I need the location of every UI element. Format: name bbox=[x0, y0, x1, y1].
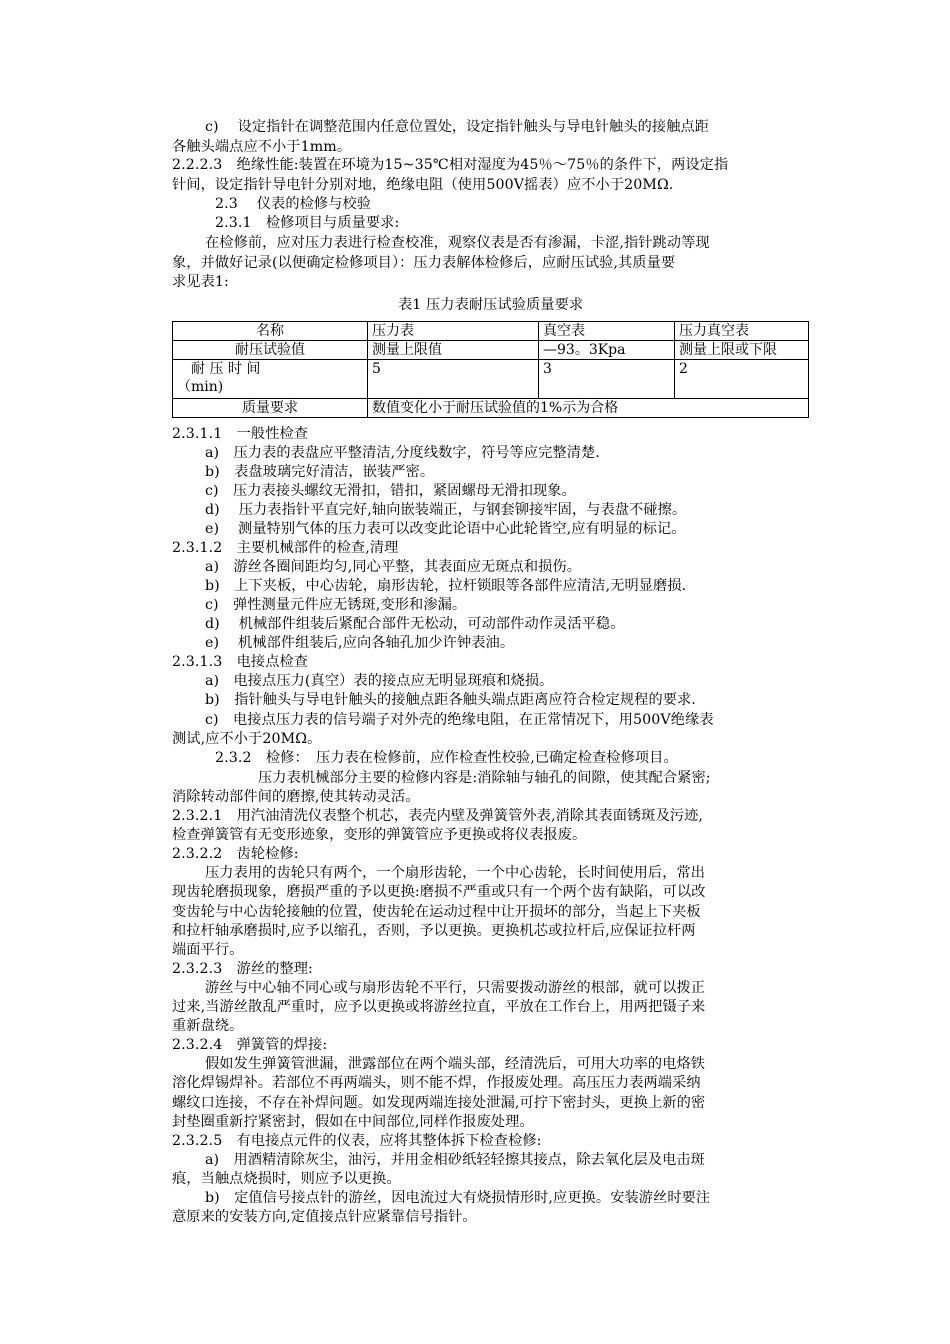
table-cell: 数值变化小于耐压试验值的1%示为合格 bbox=[368, 399, 809, 418]
quality-table bbox=[172, 321, 809, 418]
list-item: a) 游丝各圈间距均匀,同心平整，其表面应无斑点和损伤。 bbox=[205, 559, 581, 575]
text-line: 假如发生弹簧管泄漏，泄露部位在两个端头部，经清洗后，可用大功率的电烙铁 bbox=[205, 1056, 706, 1072]
list-item: e) 机械部件组装后,应向各轴孔加少许钟表油。 bbox=[205, 635, 515, 651]
table-row bbox=[173, 360, 809, 399]
table-cell: 5 bbox=[368, 360, 539, 399]
section-heading: 2.3.1.2 主要机械部件的检查,清理 bbox=[172, 540, 399, 556]
text-line: 游丝与中心轴不同心或与扇形齿轮不平行，只需要拨动游丝的根部，就可以拨正 bbox=[205, 980, 706, 996]
list-item: c) 压力表接头螺纹无滑扣，错扣，紧固螺母无滑扣现象。 bbox=[205, 483, 576, 499]
text-line: c) 设定指针在调整范围内任意位置处，设定指针触头与导电针触头的接触点距 bbox=[205, 119, 710, 135]
text-line: 和拉杆轴承磨损时,应予以缩孔，否则，予以更换。更换机芯或拉杆后,应保证拉杆两 bbox=[172, 923, 696, 939]
table-row bbox=[173, 399, 809, 418]
table-cell: 耐压试验值 bbox=[173, 341, 368, 360]
text-line: 意原来的安装方向,定值接点针应紧靠信号指针。 bbox=[172, 1209, 477, 1225]
list-item: b) 上下夹板，中心齿轮，扇形齿轮，拉杆锁眼等各部件应清洁,无明显磨损. bbox=[205, 578, 687, 594]
text-line: 重新盘绕。 bbox=[172, 1018, 244, 1034]
text-line: 端面平行。 bbox=[172, 942, 244, 958]
table-cell-line: （min) bbox=[177, 379, 224, 395]
section-heading: 2.2.2.3 绝缘性能:装置在环境为15~35℃相对湿度为45％～75％的条件下，两设定指 bbox=[172, 157, 729, 173]
text-line: 消除转动部件间的磨擦,使其转动灵活。 bbox=[172, 789, 420, 805]
section-heading: 2.3.2.5 有电接点元件的仪表，应将其整体拆下检查检修: bbox=[172, 1133, 542, 1149]
section-heading: 2.3 仪表的检修与校验 bbox=[215, 196, 372, 212]
text-line: 痕，当触点烧损时，则应予以更换。 bbox=[172, 1171, 401, 1187]
text-line: 求见表1: bbox=[172, 274, 229, 290]
list-item: a) 电接点压力(真空）表的接点应无明显斑痕和烧损。 bbox=[205, 673, 554, 689]
text-line: 螺纹口连接，不存在补焊问题。如发现两端连接处泄漏,可拧下密封头，更换上新的密 bbox=[172, 1095, 706, 1111]
text-line: 各触头端点应不小于1mm。 bbox=[172, 139, 352, 155]
section-heading: 2.3.2.2 齿轮检修: bbox=[172, 846, 299, 862]
text-line: 象，并做好记录(以便确定检修项目）：压力表解体检修后，应耐压试验,其质量要 bbox=[172, 255, 676, 271]
text-line: 封垫圈重新拧紧密封，假如在中间部位,同样作报废处理。 bbox=[172, 1114, 534, 1130]
section-heading: 2.3.2 检修： 压力表在检修前，应作检查性校验,已确定检查检修项目。 bbox=[215, 750, 678, 766]
table-cell: 2 bbox=[675, 360, 809, 399]
table-header-cell: 压力真空表 bbox=[675, 322, 809, 341]
section-heading: 2.3.1.1 一般性检查 bbox=[172, 426, 309, 442]
section-heading: 2.3.2.1 用汽油清洗仪表整个机芯，表壳内壁及弹簧管外表,消除其表面锈斑及污迹, bbox=[172, 808, 704, 824]
section-heading: 2.3.2.4 弹簧管的焊接: bbox=[172, 1037, 328, 1053]
text-line: 压力表用的齿轮只有两个，一个扇形齿轮，一个中心齿轮，长时间使用后，常出 bbox=[205, 865, 706, 881]
list-item: b) 指针触头与导电针触头的接触点距各触头端点距离应符合检定规程的要求. bbox=[205, 692, 696, 708]
text-line: 过来,当游丝散乱严重时，应予以更换或将游丝拉直，平放在工作台上，用两把镊子来 bbox=[172, 999, 706, 1015]
text-line: 变齿轮与中心齿轮接触的位置，使齿轮在运动过程中让开损坏的部分，当起上下夹板 bbox=[172, 904, 701, 920]
section-heading: 2.3.1.3 电接点检查 bbox=[172, 654, 309, 670]
table-header-cell: 真空表 bbox=[539, 322, 675, 341]
table-cell: 测量上限值 bbox=[368, 341, 539, 360]
table-row bbox=[173, 341, 809, 360]
table-header-row bbox=[173, 322, 809, 341]
text-line: 在检修前，应对压力表进行检查校准，观察仪表是否有渗漏，卡涩,指针跳动等现 bbox=[205, 235, 710, 251]
table-caption: 表1 压力表耐压试验质量要求 bbox=[398, 297, 584, 313]
table-cell: 测量上限或下限 bbox=[675, 341, 809, 360]
table-cell bbox=[173, 360, 368, 399]
section-heading: 2.3.1 检修项目与质量要求: bbox=[215, 215, 400, 231]
table-cell: 质量要求 bbox=[173, 399, 368, 418]
text-line: 测试,应不小于20MΩ。 bbox=[172, 731, 322, 747]
list-item: b) 表盘玻璃完好清洁，嵌装严密。 bbox=[205, 464, 435, 480]
text-line: 针间，设定指针导电针分别对地，绝缘电阻（使用500V摇表）应不小于20MΩ. bbox=[172, 177, 674, 193]
text-line: 压力表机械部分主要的检修内容是:消除轴与轴孔的间隙，使其配合紧密; bbox=[258, 770, 711, 786]
table-header-cell: 名称 bbox=[173, 322, 368, 341]
list-item: e) 测量特别气体的压力表可以改变此论语中心此轮皆空,应有明显的标记。 bbox=[205, 521, 686, 537]
list-item: d) 机械部件组装后紧配合部件无松动，可动部件动作灵活平稳。 bbox=[205, 616, 625, 632]
text-line: 现齿轮磨损现象，磨损严重的予以更换:磨损不严重或只有一个两个齿有缺陷，可以改 bbox=[172, 884, 706, 900]
text-line: 溶化焊锡焊补。若部位不再两端头，则不能不焊，作报废处理。高压压力表两端采纳 bbox=[172, 1075, 701, 1091]
section-heading: 2.3.2.3 游丝的整理: bbox=[172, 961, 313, 977]
list-item: d) 压力表指针平直完好,轴向嵌装端正，与钢套铆接牢固，与表盘不碰擦。 bbox=[205, 502, 687, 518]
list-item: c) 电接点压力表的信号端子对外壳的绝缘电阻，在正常情况下，用500V绝缘表 bbox=[205, 712, 714, 728]
table-cell: 3 bbox=[539, 360, 675, 399]
table-header-cell: 压力表 bbox=[368, 322, 539, 341]
table-cell: —93。3Kpa bbox=[539, 341, 675, 360]
text-line: 检查弹簧管有无变形迹象，变形的弹簧管应予更换或将仪表报废。 bbox=[172, 827, 587, 843]
list-item: a) 用酒精清除灰尘，油污，并用金相砂纸轻轻擦其接点，除去氧化层及电击斑 bbox=[205, 1152, 705, 1168]
table-cell-line: 耐 压 时 间 bbox=[191, 361, 261, 377]
list-item: a) 压力表的表盘应平整清洁,分度线数字，符号等应完整清楚. bbox=[205, 445, 600, 461]
list-item: c) 弹性测量元件应无锈斑,变形和渗漏。 bbox=[205, 597, 467, 613]
list-item: b) 定值信号接点针的游丝，因电流过大有烧损情形时,应更换。安装游丝时要注 bbox=[205, 1190, 711, 1206]
